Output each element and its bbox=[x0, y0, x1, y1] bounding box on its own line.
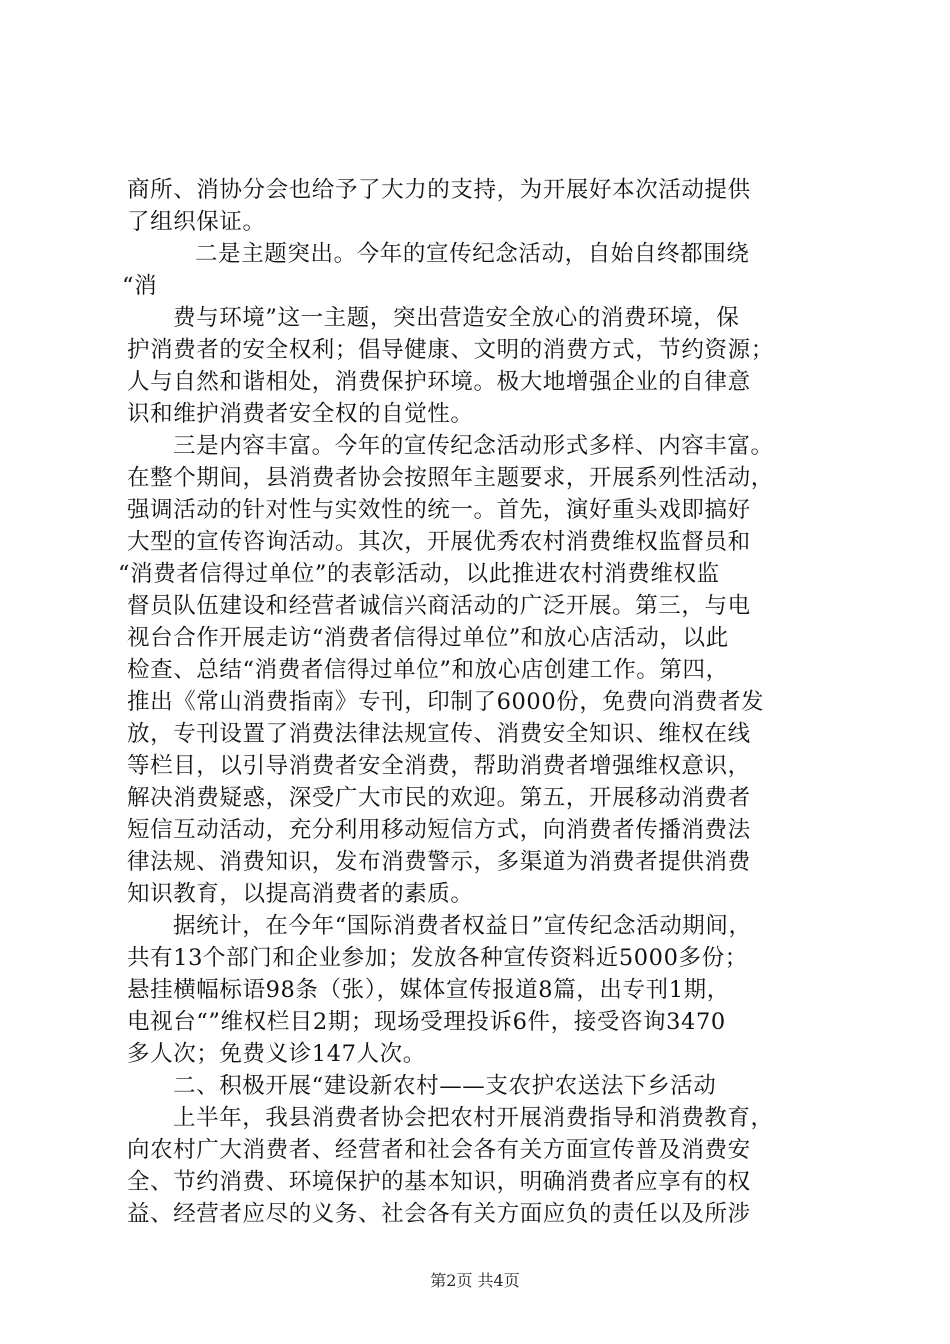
text-line: 推出《常山消费指南》专刊，印制了6000份，免费向消费者发 bbox=[127, 689, 765, 715]
text-line: 检查、总结“消费者信得过单位”和放心店创建工作。第四， bbox=[127, 657, 729, 683]
text-line: 知识教育，以提高消费者的素质。 bbox=[127, 881, 474, 907]
text-line: 商所、消协分会也给予了大力的支持，为开展好本次活动提供 bbox=[127, 177, 751, 203]
text-line: 多人次；免费义诊147人次。 bbox=[127, 1041, 426, 1067]
text-line: 识和维护消费者安全权的自觉性。 bbox=[127, 401, 474, 427]
text-line: 视台合作开展走访“消费者信得过单位”和放心店活动，以此 bbox=[127, 625, 729, 651]
text-line: 向农村广大消费者、经营者和社会各有关方面宣传普及消费安 bbox=[127, 1137, 751, 1163]
text-line: 督员队伍建设和经营者诚信兴商活动的广泛开展。第三，与电 bbox=[127, 593, 751, 619]
text-line: 二、积极开展“建设新农村——支农护农送法下乡活动 bbox=[173, 1073, 717, 1099]
text-line: 在整个期间，县消费者协会按照年主题要求，开展系列性活动， bbox=[127, 465, 774, 491]
text-line: 全、节约消费、环境保护的基本知识，明确消费者应享有的权 bbox=[127, 1169, 751, 1195]
text-line: 据统计，在今年“国际消费者权益日”宣传纪念活动期间， bbox=[173, 913, 752, 939]
text-line: 电视台“”维权栏目2期；现场受理投诉6件，接受咨询3470 bbox=[127, 1009, 726, 1035]
text-line: 护消费者的安全权利；倡导健康、文明的消费方式，节约资源； bbox=[127, 337, 774, 363]
text-line: 悬挂横幅标语98条（张），媒体宣传报道8篇，出专刊1期， bbox=[127, 977, 730, 1003]
text-line: 放，专刊设置了消费法律法规宣传、消费安全知识、维权在线 bbox=[127, 721, 751, 747]
text-line: “消 bbox=[122, 273, 158, 299]
text-line: 律法规、消费知识，发布消费警示，多渠道为消费者提供消费 bbox=[127, 849, 751, 875]
text-line: 大型的宣传咨询活动。其次，开展优秀农村消费维权监督员和 bbox=[127, 529, 751, 555]
text-line: 益、经营者应尽的义务、社会各有关方面应负的责任以及所涉 bbox=[127, 1201, 751, 1227]
text-line: 上半年，我县消费者协会把农村开展消费指导和消费教育， bbox=[173, 1105, 774, 1131]
text-line: 二是主题突出。今年的宣传纪念活动，自始自终都围绕 bbox=[195, 241, 750, 267]
text-line: 人与自然和谐相处，消费保护环境。极大地增强企业的自律意 bbox=[127, 369, 751, 395]
text-line: 等栏目，以引导消费者安全消费，帮助消费者增强维权意识， bbox=[127, 753, 751, 779]
text-line: 解决消费疑惑，深受广大市民的欢迎。第五，开展移动消费者 bbox=[127, 785, 751, 811]
text-line: “消费者信得过单位”的表彰活动，以此推进农村消费维权监 bbox=[118, 561, 720, 587]
text-line: 费与环境”这一主题，突出营造安全放心的消费环境，保 bbox=[173, 305, 740, 331]
text-line: 三是内容丰富。今年的宣传纪念活动形式多样、内容丰富。 bbox=[173, 433, 774, 459]
page-footer: 第2页 共4页 bbox=[430, 1271, 520, 1290]
text-line: 了组织保证。 bbox=[127, 209, 266, 235]
text-line: 短信互动活动，充分利用移动短信方式，向消费者传播消费法 bbox=[127, 817, 751, 843]
text-line: 共有13个部门和企业参加；发放各种宣传资料近5000多份； bbox=[127, 945, 748, 971]
text-line: 强调活动的针对性与实效性的统一。首先，演好重头戏即搞好 bbox=[127, 497, 751, 523]
